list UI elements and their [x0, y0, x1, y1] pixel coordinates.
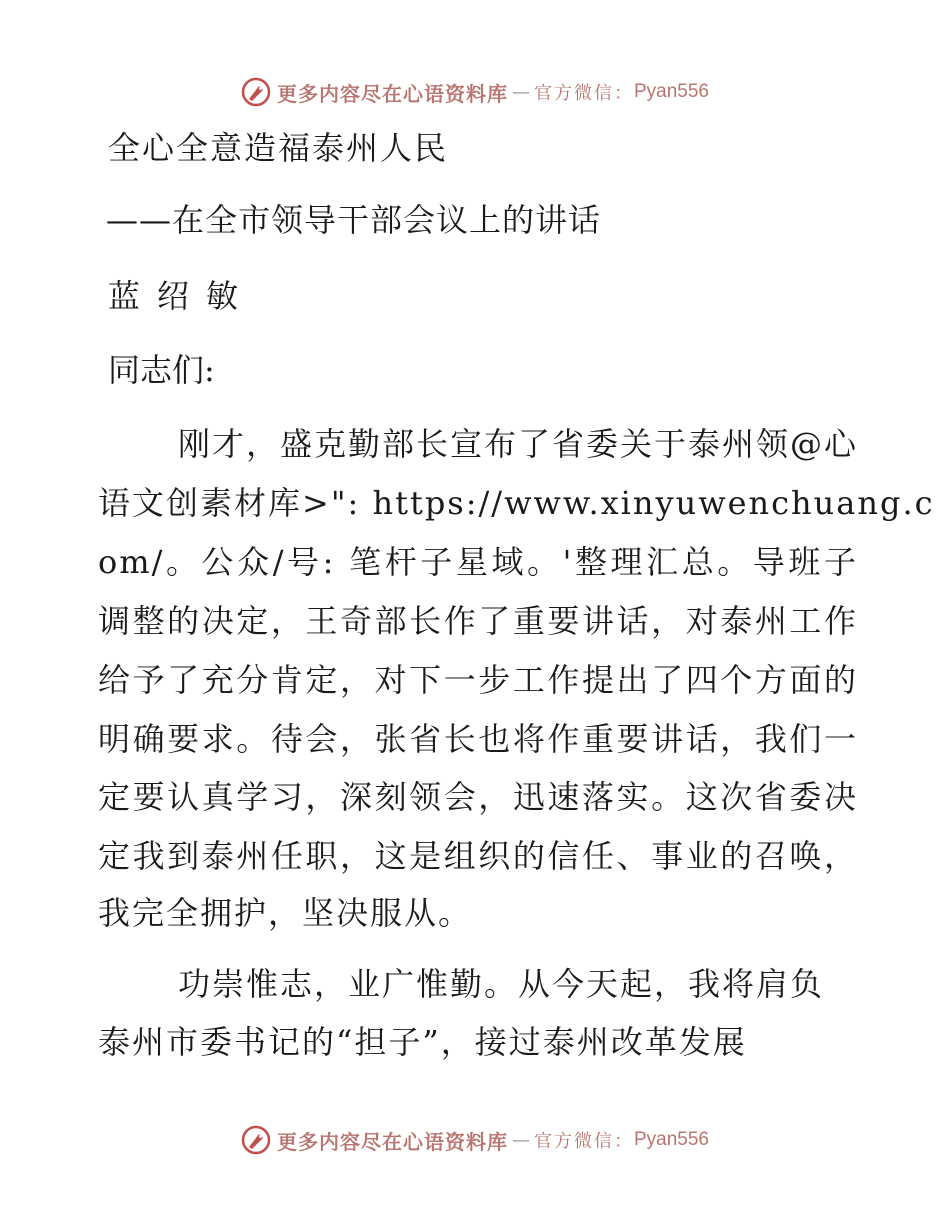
pen-nib-logo-icon — [241, 77, 271, 107]
watermark-wechat-label: 官方微信： — [533, 1131, 634, 1152]
paragraph-line: om/。公众/号: 笔杆子星域。'整理汇总。导班子 — [98, 543, 858, 581]
watermark-wechat-id: Pyan556 — [633, 1129, 709, 1150]
document-subtitle: ——在全市领导干部会议上的讲话 — [106, 201, 602, 239]
watermark-wechat-id: Pyan556 — [633, 81, 709, 102]
paragraph-line: 语文创素材库>": https://www.xinyuwenchuang.c — [98, 484, 935, 522]
paragraph-line: 定要认真学习，深刻领会，迅速落实。这次省委决 — [98, 778, 858, 816]
paragraph-line: 明确要求。待会，张省长也将作重要讲话，我们一 — [98, 720, 858, 758]
document-greeting: 同志们: — [108, 351, 215, 389]
paragraph-line: 给予了充分肯定，对下一步工作提出了四个方面的 — [98, 661, 858, 699]
document-author: 蓝绍敏 — [108, 277, 256, 315]
watermark-separator: — — [511, 1129, 530, 1151]
paragraph-line: 功崇惟志，业广惟勤。从今天起，我将肩负 — [178, 965, 825, 1003]
paragraph-line: 刚才，盛克勤部长宣布了省委关于泰州领@心 — [178, 425, 859, 463]
watermark-brand: 更多内容尽在心语资料库 — [276, 1129, 508, 1154]
watermark-brand: 更多内容尽在心语资料库 — [276, 81, 508, 106]
pen-nib-logo-icon — [241, 1125, 271, 1155]
paragraph-line: 泰州市委书记的“担子”，接过泰州改革发展 — [98, 1023, 747, 1061]
paragraph-line: 定我到泰州任职，这是组织的信任、事业的召唤， — [98, 837, 858, 875]
paragraph-line: 我完全拥护，坚决服从。 — [98, 894, 473, 932]
document-title: 全心全意造福泰州人民 — [108, 129, 449, 167]
footer-watermark — [0, 1120, 950, 1160]
watermark-separator: — — [511, 81, 530, 103]
paragraph-line: 调整的决定，王奇部长作了重要讲话，对泰州工作 — [98, 602, 858, 640]
header-watermark — [0, 72, 950, 112]
watermark-wechat-label: 官方微信： — [533, 83, 634, 104]
